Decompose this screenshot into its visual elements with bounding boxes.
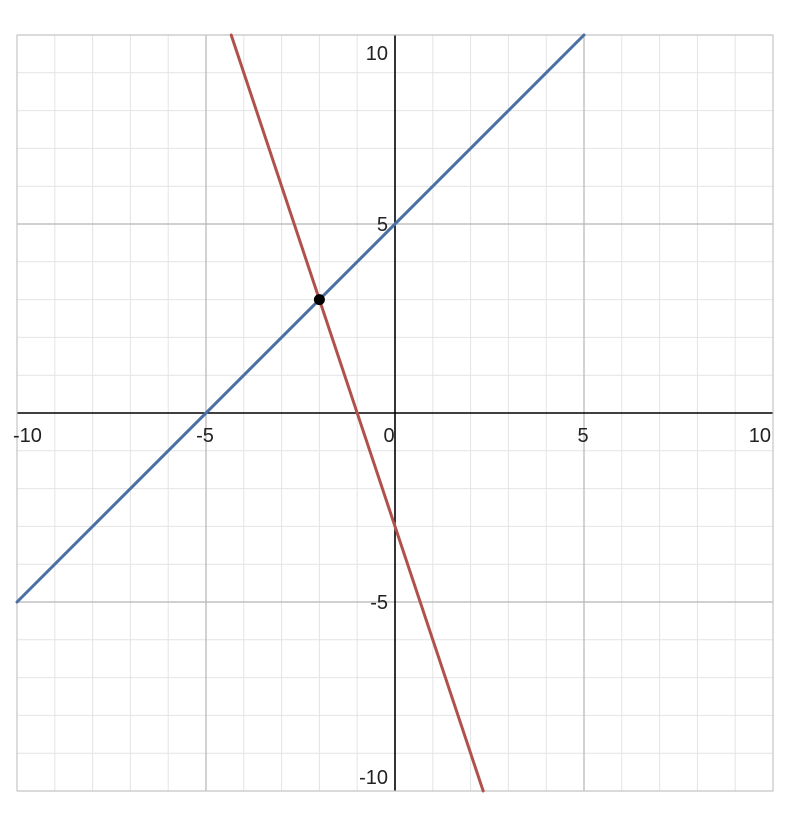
x-tick-label: 0 — [383, 425, 395, 447]
y-tick-label: -10 — [359, 767, 388, 789]
x-tick-label: -10 — [13, 425, 42, 447]
y-tick-label: 10 — [365, 43, 388, 65]
points-layer — [314, 294, 325, 305]
x-tick-label: 10 — [748, 425, 771, 447]
y-tick-label: -5 — [370, 592, 388, 614]
x-tick-label: -5 — [196, 425, 214, 447]
y-tick-label: 5 — [376, 214, 388, 236]
intersection-point-1 — [314, 294, 325, 305]
x-tick-label: 5 — [577, 425, 589, 447]
